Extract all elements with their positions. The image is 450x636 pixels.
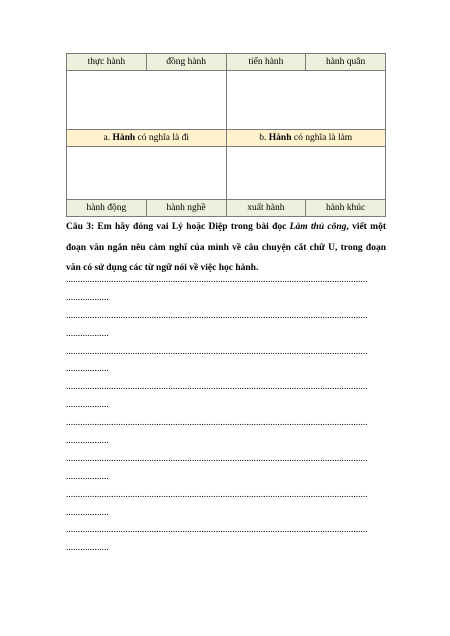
question-text-start: Câu 3: Em hãy đóng vai Lý hoặc Diệp trong bài đọc	[66, 222, 290, 232]
word-cell[interactable]: hành khúc	[306, 200, 386, 217]
answer-area-a[interactable]	[67, 71, 227, 130]
answer-line-long[interactable]: ...............................................................................................................................	[66, 453, 368, 464]
word-table	[66, 53, 386, 217]
answer-line-short[interactable]: ..................	[66, 400, 109, 411]
answer-line-long[interactable]: ...............................................................................................................................	[66, 418, 368, 429]
answer-line-long[interactable]: ...............................................................................................................................	[66, 275, 368, 285]
answer-area-b[interactable]	[226, 71, 386, 130]
top-words-row	[67, 54, 386, 71]
answer-area-b-2[interactable]	[226, 147, 386, 200]
answer-line-long[interactable]: ...............................................................................................................................	[66, 525, 368, 536]
word-cell[interactable]: thực hành	[67, 54, 147, 71]
meaning-a-keyword: Hành	[112, 133, 136, 143]
answer-area-a-2[interactable]	[67, 147, 227, 200]
answer-line-long[interactable]: ...............................................................................................................................	[66, 489, 368, 500]
word-cell[interactable]: hành quân	[306, 54, 386, 71]
meaning-b-text: có nghĩa là làm	[291, 133, 353, 143]
blank-drop-row-2	[67, 147, 386, 200]
word-cell[interactable]: đồng hành	[146, 54, 226, 71]
meaning-a-text: có nghĩa là đi	[135, 133, 189, 143]
answer-line-short[interactable]: ..................	[66, 328, 109, 339]
word-cell[interactable]: hành nghề	[146, 200, 226, 217]
answer-line-short[interactable]: ..................	[66, 507, 109, 518]
reading-title: Làm thủ công	[289, 222, 347, 232]
bottom-words-row	[67, 200, 386, 217]
answer-line-long[interactable]: ...............................................................................................................................	[66, 382, 368, 393]
word-cell[interactable]: hành động	[67, 200, 147, 217]
blank-drop-row	[67, 71, 386, 130]
meaning-b-prefix: b.	[259, 133, 269, 143]
meaning-b-label	[226, 130, 386, 147]
word-cell[interactable]: tiến hành	[226, 54, 306, 71]
answer-line-short[interactable]: ..................	[66, 292, 109, 303]
meaning-b-keyword: Hành	[268, 133, 292, 143]
answer-line-short[interactable]: ..................	[66, 364, 109, 375]
answer-lines[interactable]	[66, 272, 386, 558]
answer-line-long[interactable]: ...............................................................................................................................	[66, 310, 368, 321]
answer-line-short[interactable]: ..................	[66, 436, 109, 447]
meaning-a-label	[67, 130, 227, 147]
question-text-end: , viết một đoạn văn ngắn nêu cảm nghĩ của mình về câu chuyện cắt chữ U, trong đoạn văn có sử dụng các từ ngữ nói về việc học hành.	[66, 222, 386, 273]
meaning-row	[67, 130, 386, 147]
answer-line-long[interactable]: ...............................................................................................................................	[66, 346, 368, 357]
answer-line-short[interactable]: ..................	[66, 543, 109, 554]
word-cell[interactable]: xuất hành	[226, 200, 306, 217]
meaning-a-prefix: a.	[103, 133, 113, 143]
answer-line-short[interactable]: ..................	[66, 471, 109, 482]
question-3	[66, 217, 386, 279]
